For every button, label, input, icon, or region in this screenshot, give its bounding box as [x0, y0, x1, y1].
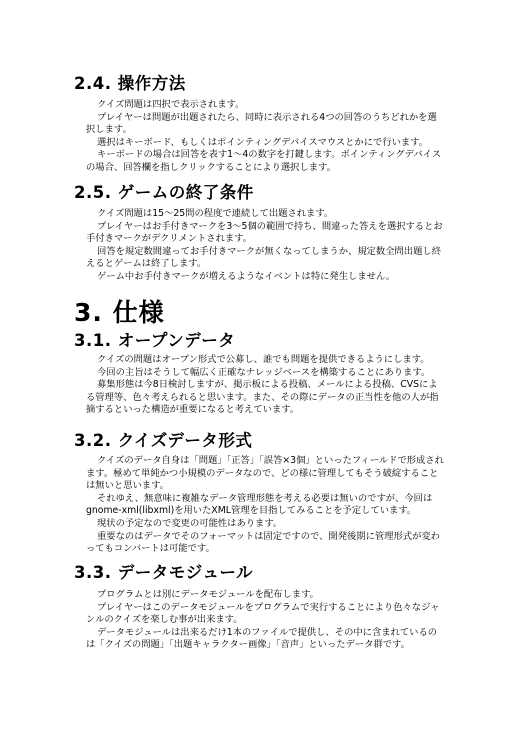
- paragraph: 回答を規定数間違ってお手付きマークが無くなってしまうか、規定数全問出題し終えるとゲームは終了します。: [86, 245, 441, 270]
- paragraph: ゲーム中お手付きマークが増えるようなイベントは特に発生しません。: [97, 270, 396, 282]
- section-heading-3-3: 3.3. データモジュール: [74, 563, 254, 582]
- paragraph: プログラムとは別にデータモジュールを配布します。: [97, 589, 319, 600]
- paragraph: プレイヤーはこのデータモジュールをプログラムで実行することにより色々なジャンルのクイズを楽しむ事が出来ます。: [86, 601, 440, 626]
- section-heading-2-5: 2.5. ゲームの終了条件: [74, 183, 254, 202]
- paragraph: クイズ問題は四択で表示されます。: [97, 99, 245, 110]
- paragraph: データモジュールは出来るだけ1本のファイルで提供し、その中に含まれているのは「クイズの問題」「出題キャラクター画像」「音声」といったデータ群です。: [86, 626, 438, 651]
- paragraph: プレイヤーはお手付きマークを3～5個の範囲で持ち、間違った答えを選択するとお手付きマークがデクリメントされます。: [86, 220, 443, 245]
- section-heading-2-4: 2.4. 操作方法: [74, 74, 186, 93]
- paragraph: キーボードの場合は回答を表す1～4の数字を打鍵します。ポインティングデバイスの場合、回答欄を指しクリックすることにより選択します。: [86, 149, 442, 173]
- paragraph: プレイヤーは問題が出題されたら、同時に表示される4つの回答のうちどれかを選択します。: [86, 111, 437, 136]
- chapter-heading-3: 3. 仕様: [74, 298, 165, 327]
- paragraph: クイズ問題は15～25問の程度で連続して出題されます。: [97, 208, 334, 219]
- section-body-2-4: [86, 99, 446, 175]
- paragraph: 今回の主旨はそうして幅広く正確なナレッジベースを構築することにあります。: [97, 366, 431, 378]
- paragraph: 募集形態は今8日検討しますが、掲示板による投稿、メールによる投稿、CVSによる管理等、色々考えられると思います。また、その際にデータの正当性を他の人が指摘するといった構造が重要になると考えています。: [86, 379, 439, 416]
- paragraph: それゆえ、無意味に複雑なデータ管理形態を考える必要は無いのですが、今回はgnome-xml(libxml)を用いたXML管理を目指してみることを予定しています。: [86, 492, 433, 517]
- paragraph: 選択はキーボード、もしくはポインティングデバイスマウスとかにで行います。: [97, 136, 429, 148]
- section-body-3-3: [86, 589, 446, 652]
- paragraph: クイズのデータ自身は「問題」「正答」「誤答×3個」といったフィールドで形成されます。極めて単純かつ小規模のデータなので、どの様に管理してもそう破綻することは無いと思います。: [86, 455, 444, 492]
- paragraph: クイズの問題はオープン形式で公募し、誰でも問題を提供できるようにします。: [97, 354, 430, 365]
- section-body-3-2: [86, 455, 446, 556]
- section-heading-3-1: 3.1. オープンデータ: [74, 331, 236, 350]
- paragraph: 重要なのはデータでそのフォーマットは固定ですので、開発後期に管理形式が変わってもコンバートは可能です。: [86, 530, 440, 555]
- section-body-2-5: [86, 208, 446, 284]
- section-heading-3-2: 3.2. クイズデータ形式: [74, 431, 253, 450]
- paragraph: 現状の予定なので変更の可能性はあります。: [97, 517, 283, 529]
- section-body-3-1: [86, 354, 446, 417]
